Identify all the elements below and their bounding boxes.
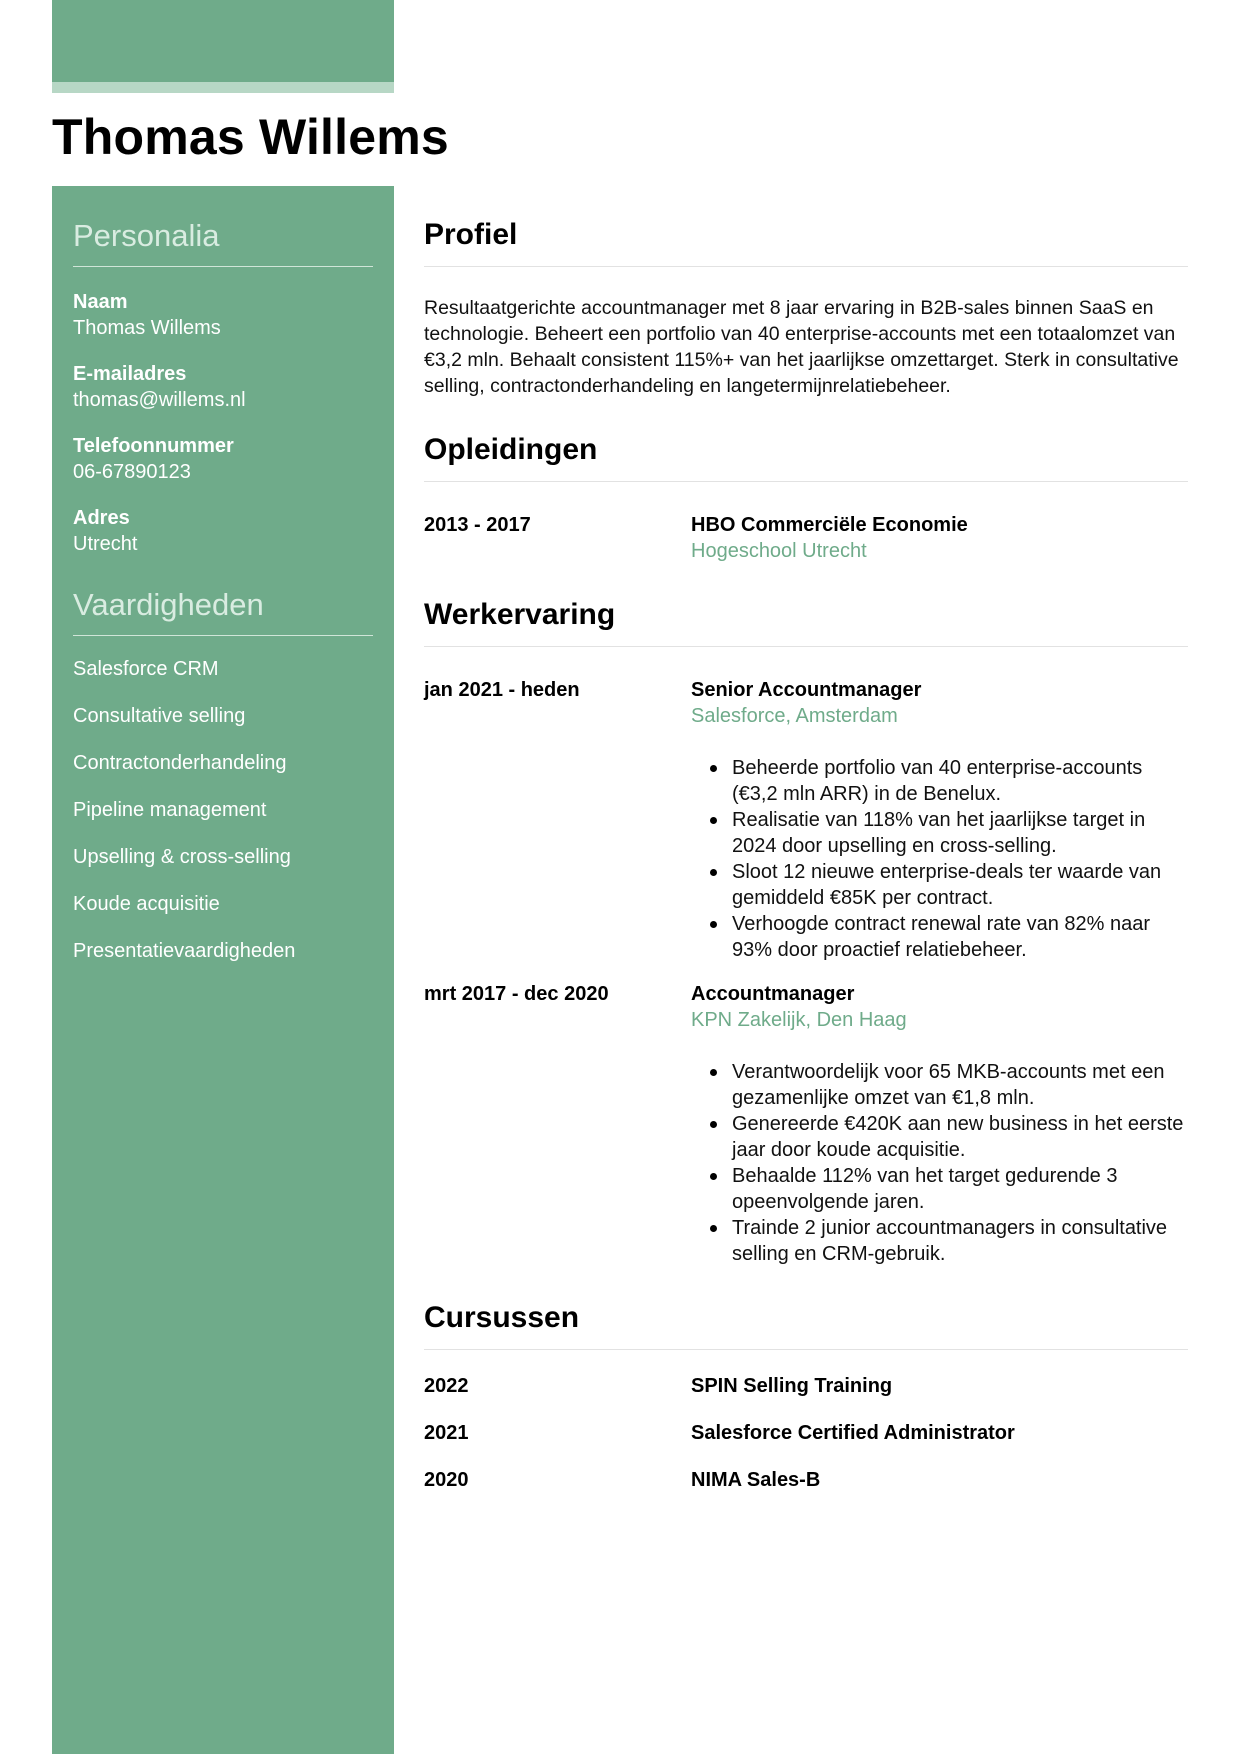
course-year: 2020 <box>424 1469 469 1491</box>
education-section <box>424 431 1188 564</box>
bullet-item: Verantwoordelijk voor 65 MKB-accounts met een gezamenlijke omzet van €1,8 mln. <box>732 1059 1188 1111</box>
courses-divider <box>424 1349 1188 1350</box>
bullet-item: Beheerde portfolio van 40 enterprise-accounts (€3,2 mln ARR) in de Benelux. <box>732 755 1188 807</box>
personalia-item-naam <box>73 289 373 341</box>
bullet-item: Sloot 12 nieuwe enterprise-deals ter waarde van gemiddeld €85K per contract. <box>732 859 1188 911</box>
education-divider <box>424 481 1188 482</box>
profile-divider <box>424 266 1188 267</box>
profile-section <box>424 216 1188 399</box>
skills-list <box>73 656 373 964</box>
personalia-item-email <box>73 361 373 413</box>
course-title: Salesforce Certified Administrator <box>691 1422 1015 1444</box>
courses-section <box>424 1299 1188 1493</box>
skills-divider <box>73 635 373 636</box>
skill-item: Salesforce CRM <box>73 658 219 680</box>
entry-title: HBO Commerciële Economie <box>691 514 968 536</box>
personalia-label: Telefoonnummer <box>73 435 234 457</box>
entry-bullet-list <box>691 755 1188 963</box>
experience-section <box>424 596 1188 1267</box>
header-color-block <box>52 0 394 82</box>
bullet-item: Trainde 2 junior accountmanagers in consultative selling en CRM-gebruik. <box>732 1215 1188 1267</box>
personalia-value: Utrecht <box>73 533 138 555</box>
personalia-list <box>73 289 373 557</box>
profile-text: Resultaatgerichte accountmanager met 8 jaar ervaring in B2B-sales binnen SaaS en technologie. Beheert een portfolio van 40 enterprise-accounts met een totaalomzet van €3,2 mln. Behaalt consistent 115%+ van het jaarlijkse omzettarget. Sterk in consultative selling, contractonderhandeling en langetermijnrelatiebeheer. <box>424 297 1179 397</box>
skill-item: Koude acquisitie <box>73 893 220 915</box>
personalia-value: 06-67890123 <box>73 461 191 483</box>
education-entry <box>424 512 1188 564</box>
entry-title: Accountmanager <box>691 983 855 1005</box>
bullet-item: Genereerde €420K aan new business in het eerste jaar door koude acquisitie. <box>732 1111 1188 1163</box>
experience-entry <box>424 981 1188 1267</box>
skills-heading: Vaardigheden <box>73 587 264 622</box>
personalia-label: Naam <box>73 291 128 313</box>
skill-item: Contractonderhandeling <box>73 752 287 774</box>
sidebar <box>52 186 394 1754</box>
course-title: SPIN Selling Training <box>691 1375 893 1397</box>
entry-body <box>691 981 1188 1267</box>
bullet-item: Verhoogde contract renewal rate van 82% naar 93% door proactief relatiebeheer. <box>732 911 1188 963</box>
entry-employer: KPN Zakelijk, Den Haag <box>691 1009 907 1031</box>
profile-heading: Profiel <box>424 218 518 251</box>
entry-body <box>691 512 1188 564</box>
bullet-item: Behaalde 112% van het target gedurende 3 opeenvolgende jaren. <box>732 1163 1188 1215</box>
course-entry <box>424 1467 1188 1493</box>
candidate-name: Thomas Willems <box>52 109 449 165</box>
personalia-heading: Personalia <box>73 218 220 253</box>
entry-employer: Salesforce, Amsterdam <box>691 705 898 727</box>
personalia-item-telefoon <box>73 433 373 485</box>
personalia-value: thomas@willems.nl <box>73 389 246 411</box>
entry-body <box>691 677 1188 963</box>
personalia-item-adres <box>73 505 373 557</box>
experience-heading: Werkervaring <box>424 598 616 631</box>
experience-entry <box>424 677 1188 963</box>
entry-date: 2013 - 2017 <box>424 514 531 536</box>
entry-date: jan 2021 - heden <box>424 679 580 701</box>
main-content <box>424 186 1188 1514</box>
personalia-label: Adres <box>73 507 130 529</box>
skill-item: Consultative selling <box>73 705 246 727</box>
personalia-divider <box>73 266 373 267</box>
course-year: 2022 <box>424 1375 469 1397</box>
personalia-value: Thomas Willems <box>73 317 221 339</box>
course-title: NIMA Sales-B <box>691 1469 821 1491</box>
education-heading: Opleidingen <box>424 433 598 466</box>
course-year: 2021 <box>424 1422 469 1444</box>
skill-item: Presentatievaardigheden <box>73 940 296 962</box>
personalia-label: E-mailadres <box>73 363 187 385</box>
entry-institution: Hogeschool Utrecht <box>691 540 867 562</box>
header-accent-strip <box>52 82 394 93</box>
courses-heading: Cursussen <box>424 1301 580 1334</box>
course-entry <box>424 1373 1188 1399</box>
entry-bullet-list <box>691 1059 1188 1267</box>
course-list <box>424 1373 1188 1493</box>
skill-item: Upselling & cross-selling <box>73 846 291 868</box>
entry-date: mrt 2017 - dec 2020 <box>424 983 609 1005</box>
skill-item: Pipeline management <box>73 799 267 821</box>
entry-title: Senior Accountmanager <box>691 679 922 701</box>
bullet-item: Realisatie van 118% van het jaarlijkse target in 2024 door upselling en cross-selling. <box>732 807 1188 859</box>
experience-divider <box>424 646 1188 647</box>
course-entry <box>424 1420 1188 1446</box>
